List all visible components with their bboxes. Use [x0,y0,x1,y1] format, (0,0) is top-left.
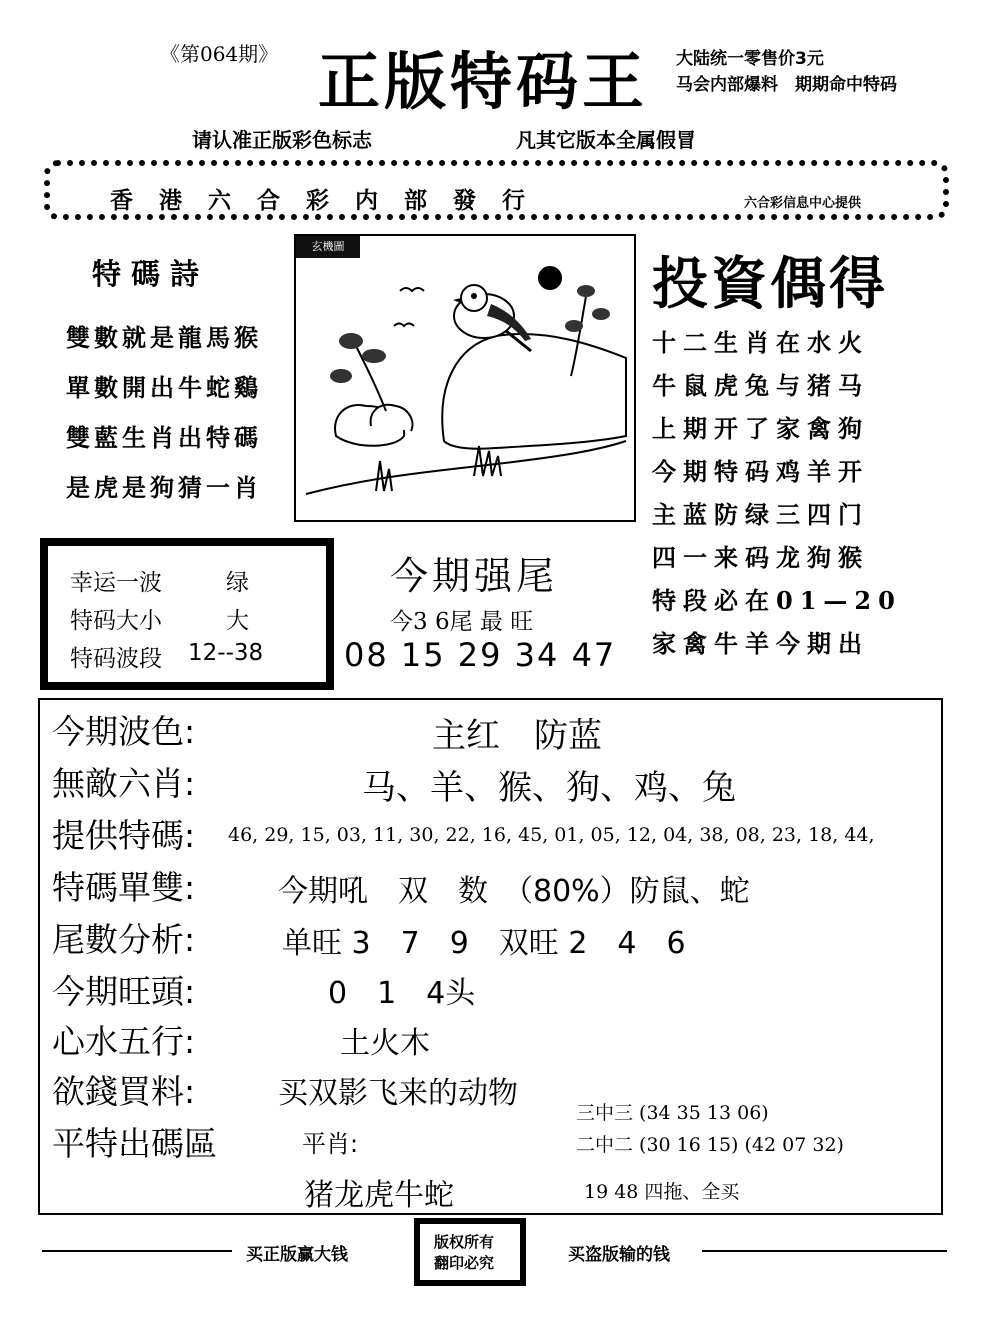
five-elements-label: 心水五行: [52,1022,196,1061]
invest-line: 四一来码龙狗猴 [652,543,869,572]
notice-left: 请认准正版彩色标志 [192,128,372,152]
five-elements-value: 土火木 [340,1026,430,1061]
poem-line: 雙藍生肖出特碼 [66,423,262,452]
special-codes-label: 提供特碼: [52,816,196,855]
invest-title: 投資偶得 [652,251,888,317]
bird-illustration [294,234,636,522]
footer-left-text: 买正版赢大钱 [246,1245,348,1265]
invest-line: 上期开了家禽狗 [652,414,869,443]
strong-tail-numbers: 08 15 29 34 47 [344,636,617,674]
picture-stamp: 玄機圖 [296,236,360,258]
range-label: 特码波段 [70,646,162,672]
poem-title: 特碼詩 [92,257,210,291]
banner-side-text: 六合彩信息中心提供 [744,196,862,211]
poem-line: 是虎是狗猜一肖 [66,473,262,502]
lucky-wave-value: 绿 [226,570,249,596]
flat-zodiac-sublabel: 平肖: [302,1130,359,1158]
strong-tail-sub: 今3 6尾 最 旺 [390,609,534,635]
tail-analysis-value: 单旺 3 7 9 双旺 2 4 6 [282,926,686,961]
range-value: 12--38 [188,640,264,666]
combo-line: 二中二 (30 16 15) (42 07 32) [576,1134,844,1156]
price-line: 大陆统一零售价3元 [676,49,824,69]
strong-tail-title: 今期强尾 [390,554,559,598]
invest-line: 今期特码鸡羊开 [652,457,869,486]
banner-main-text: 香港六合彩内部發行 [110,187,551,214]
copyright-line-2: 翻印必究 [434,1254,495,1272]
flat-zone-label: 平特出碼區 [52,1124,217,1163]
odd-even-label: 特碼單雙: [52,868,196,907]
buy-hint-value: 买双影飞来的动物 [278,1076,518,1111]
page-title: 正版特码王 [318,45,649,118]
poem-line: 單數開出牛蛇鷄 [66,373,262,402]
size-value: 大 [226,608,249,634]
footer-right-text: 买盗版输的钱 [568,1245,670,1265]
invest-line: 特段必在01—20 [652,586,902,615]
footer-divider-left [42,1250,232,1252]
bird-drawing [296,236,634,520]
tagline: 马会内部爆料 期期命中特码 [676,75,897,95]
copyright-line-1: 版权所有 [434,1233,495,1251]
head-value: 0 1 4头 [328,976,476,1011]
footer-divider-right [702,1250,947,1252]
flat-zodiac-value: 猪龙虎牛蛇 [304,1178,454,1213]
size-label: 特码大小 [70,608,162,634]
invest-line: 家禽牛羊今期出 [652,629,869,658]
tail-analysis-label: 尾數分析: [52,920,196,959]
invest-line: 牛鼠虎兔与猪马 [652,371,869,400]
invest-line: 主蓝防绿三四门 [652,500,869,529]
special-codes-value: 46, 29, 15, 03, 11, 30, 22, 16, 45, 01, 05, 12, 04, 38, 08, 23, 18, 44, [228,824,875,846]
invest-line: 十二生肖在水火 [652,328,869,357]
head-label: 今期旺頭: [52,972,196,1011]
buy-hint-label: 欲錢買料: [52,1072,196,1111]
poem-line: 雙數就是龍馬猴 [66,323,262,352]
lucky-wave-label: 幸运一波 [70,570,162,596]
combo-line: 19 48 四拖、全买 [584,1181,740,1203]
six-zodiac-label: 無敵六肖: [52,764,196,803]
issue-number: 《第064期》 [160,42,279,66]
wave-color-value: 主红 防蓝 [432,716,602,756]
six-zodiac-value: 马、羊、猴、狗、鸡、兔 [362,768,736,808]
wave-color-label: 今期波色: [52,712,196,751]
combo-line: 三中三 (34 35 13 06) [576,1102,769,1124]
odd-even-value: 今期吼 双 数 （80%）防鼠、蛇 [278,874,750,909]
notice-right: 凡其它版本全属假冒 [516,128,696,152]
